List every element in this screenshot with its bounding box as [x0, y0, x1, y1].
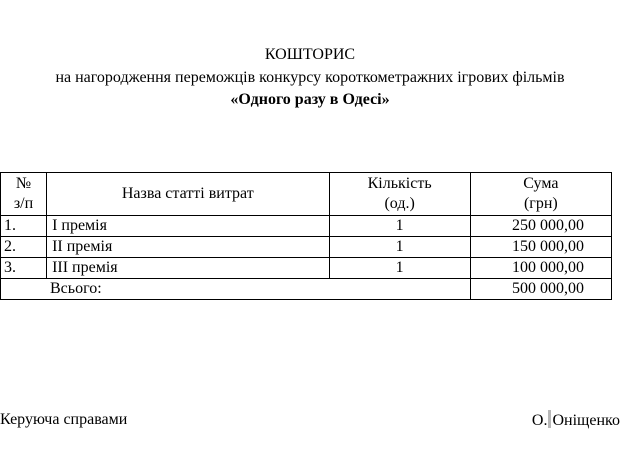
header-sum	[470, 173, 611, 216]
header-number-line2: з/п	[13, 195, 34, 212]
row-item-name: II премія	[47, 237, 329, 258]
row-number: 3.	[1, 258, 47, 279]
estimate-table	[0, 172, 612, 300]
row-item-name: I премія	[47, 216, 329, 237]
header-sum-line1: Сума	[523, 175, 559, 192]
signatory-name	[532, 410, 620, 431]
table-row	[1, 216, 612, 237]
contest-name: «Одного разу в Одесі»	[230, 91, 390, 108]
header-sum-line2: (грн)	[523, 195, 558, 212]
row-quantity: 1	[329, 237, 470, 258]
row-number: 2.	[1, 237, 47, 258]
document-subtitle: на нагородження переможців конкурсу короткометражних ігрових фільмів	[55, 69, 565, 86]
row-sum: 100 000,00	[470, 258, 611, 279]
row-item-name: III премія	[47, 258, 329, 279]
table-row	[1, 237, 612, 258]
table-header-row	[1, 173, 612, 216]
header-quantity-line2: (од.)	[384, 195, 415, 212]
header-quantity-line1: Кількість	[367, 175, 432, 192]
header-number-line1: №	[15, 175, 32, 192]
signatory-surname: Оніщенко	[552, 412, 620, 429]
row-quantity: 1	[329, 216, 470, 237]
total-sum: 500 000,00	[470, 279, 611, 300]
table-row	[1, 258, 612, 279]
table-total-row	[1, 279, 612, 300]
row-sum: 150 000,00	[470, 237, 611, 258]
signatory-initial: О.	[531, 412, 548, 429]
header-item-name: Назва статті витрат	[47, 173, 329, 216]
document-title: КОШТОРИС	[264, 46, 356, 63]
header-quantity	[329, 173, 470, 216]
row-number: 1.	[1, 216, 47, 237]
row-sum: 250 000,00	[470, 216, 611, 237]
row-quantity: 1	[329, 258, 470, 279]
total-label: Всього:	[1, 279, 471, 300]
signatory-position: Керуюча справами	[0, 411, 128, 428]
header-number	[1, 173, 47, 216]
